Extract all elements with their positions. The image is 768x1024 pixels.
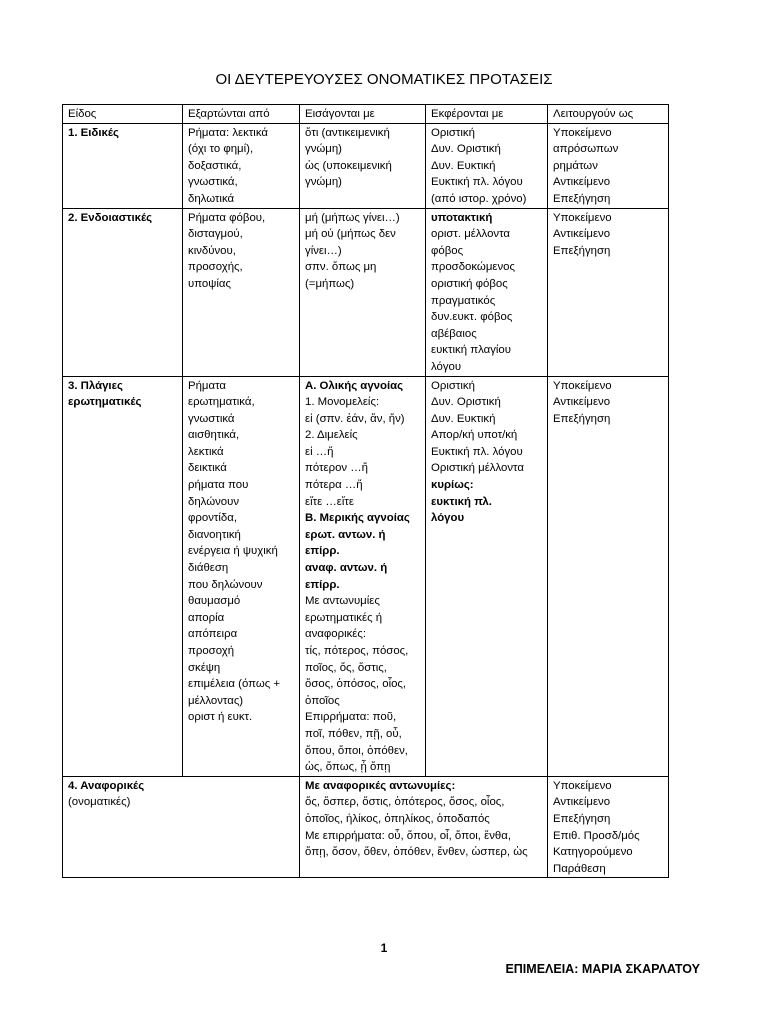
page-title: ΟΙ ΔΕΥΤΕΡΕΥΟΥΣΕΣ ΟΝΟΜΑΤΙΚΕΣ ΠΡΟΤΑΣΕΙΣ xyxy=(215,71,553,88)
cell-line: Δυν. Ευκτική xyxy=(431,159,496,172)
cell-line: οριστική φόβος xyxy=(431,277,508,290)
cell-line: ενέργεια ή ψυχική xyxy=(188,545,278,558)
cell-line: (=μήπως) xyxy=(305,277,355,290)
cell-line: 2. Διμελείς xyxy=(305,429,358,442)
cell-line: σπν. ὅπως μη xyxy=(305,261,377,274)
cell-line: λόγου xyxy=(431,360,462,373)
cell-line: λεκτικά xyxy=(188,445,224,458)
depends-cell xyxy=(183,208,300,376)
cell-line: (όχι το φημί), xyxy=(188,143,254,156)
depends-cell xyxy=(183,123,300,208)
cell-line: δισταγμού, xyxy=(188,228,243,241)
cell-line: επιμέλεια (όπως + xyxy=(188,678,281,691)
cell-line: Αντικείμενο xyxy=(553,228,611,241)
cell-line: Υποκείμενο xyxy=(553,126,612,139)
cell-line: ὁποῖος xyxy=(305,694,340,707)
table-row xyxy=(63,776,669,878)
kind-cell xyxy=(63,376,183,776)
cell-line: αβέβαιος xyxy=(431,327,477,340)
table-row xyxy=(63,208,669,376)
cell-line: διανοητική xyxy=(188,528,241,541)
cell-line: γνωστικά, xyxy=(188,176,238,189)
cell-line: θαυμασμό xyxy=(188,595,241,608)
cell-line: Κατηγορούμενο xyxy=(553,846,633,859)
function-cell xyxy=(548,376,669,776)
cell-line: ευκτική πλ. xyxy=(431,495,492,508)
cell-line: αναφ. αντων. ή xyxy=(305,562,388,575)
cell-line: ποῖ, πόθεν, πῇ, οὗ, xyxy=(305,727,402,740)
cell-line: Β. Μερικής αγνοίας xyxy=(305,512,410,525)
footer-editor: ΕΠΙΜΕΛΕΙΑ: ΜΑΡΙΑ ΣΚΑΡΛΑΤΟΥ xyxy=(505,962,700,976)
cell-line: Δυν. Οριστική xyxy=(431,396,501,409)
cell-line: δοξαστικά, xyxy=(188,159,242,172)
cell-line: απόπειρα xyxy=(188,628,238,641)
cell-line: διάθεση xyxy=(188,562,229,575)
expressed-cell xyxy=(426,208,548,376)
cell-line: Ρήματα xyxy=(188,379,227,392)
cell-line: πραγματικός xyxy=(431,294,496,307)
cell-line: γίνει…) xyxy=(305,244,342,257)
function-cell xyxy=(548,208,669,376)
cell-line: γνώμη) xyxy=(305,143,342,156)
cell-line: απορία xyxy=(188,611,225,624)
cell-line: ὡς, ὅπως, ᾗ ὅπῃ xyxy=(305,761,391,774)
cell-line: Παράθεση xyxy=(553,862,606,875)
kind-cell xyxy=(63,208,183,376)
cell-line: ερωτηματικά, xyxy=(188,396,255,409)
cell-line: ὅσος, ὁπόσος, οἷος, xyxy=(305,678,407,691)
cell-line: ρημάτων xyxy=(553,159,598,172)
cell-line: Οριστική xyxy=(431,126,475,139)
cell-line: ποῖος, ὅς, ὅστις, xyxy=(305,661,387,674)
cell-line: Με αναφορικές αντωνυμίες: xyxy=(305,779,456,792)
introduced-cell xyxy=(300,376,426,776)
cell-line: Επιρρήματα: ποῦ, xyxy=(305,711,397,724)
cell-line: Επεξήγηση xyxy=(553,812,611,825)
cell-line: τίς, πότερος, πόσος, xyxy=(305,645,409,657)
cell-line: προσοχή xyxy=(188,645,235,657)
cell-line: Αντικείμενο xyxy=(553,176,611,189)
cell-line: υποψίας xyxy=(188,277,231,290)
cell-line: 4. Αναφορικές xyxy=(68,779,145,792)
cell-line: κινδύνου, xyxy=(188,244,236,257)
cell-line: επίρρ. xyxy=(305,545,340,558)
cell-line: υποτακτική xyxy=(431,211,493,224)
table-row xyxy=(63,376,669,776)
cell-line: αισθητικά, xyxy=(188,429,240,442)
cell-line: ευκτική πλαγίου xyxy=(431,344,511,357)
cell-line: λόγου xyxy=(431,512,465,525)
table-header-row xyxy=(63,105,669,124)
depends-cell xyxy=(183,376,300,776)
cell-line: εἴτε …εἴτε xyxy=(305,495,354,508)
cell-line: οριστ ή ευκτ. xyxy=(188,711,253,724)
cell-line: Οριστική μέλλοντα xyxy=(431,462,524,475)
cell-line: εἰ …ἤ xyxy=(305,445,334,458)
cell-line: γνώμη) xyxy=(305,176,342,189)
cell-line: εἰ (σπν. ἐάν, ἄν, ἤν) xyxy=(305,412,405,425)
header-cell: Εξαρτώνται από xyxy=(183,105,300,124)
cell-line: Αντικείμενο xyxy=(553,796,611,809)
cell-line: 2. Ενδοιαστικές xyxy=(68,211,153,224)
cell-line: Απορ/κή υποτ/κή xyxy=(431,429,518,442)
cell-line: Υποκείμενο xyxy=(553,379,612,392)
cell-line: Δυν. Οριστική xyxy=(431,143,501,156)
clauses-table xyxy=(62,104,669,878)
cell-line: μή ού (μήπως δεν xyxy=(305,228,396,241)
cell-line: Ρήματα φόβου, xyxy=(188,211,266,224)
kind-cell xyxy=(63,776,300,878)
cell-line: προσδοκώμενος xyxy=(431,261,515,274)
cell-line: προσοχής, xyxy=(188,261,243,274)
cell-line: Α. Ολικής αγνοίας xyxy=(305,379,404,392)
cell-line: μή (μήπως γίνει…) xyxy=(305,211,400,224)
cell-line: πότερα …ἤ xyxy=(305,479,363,492)
cell-line: Με επιρρήματα: οὗ, ὅπου, οἷ, ὅποι, ἔνθα, xyxy=(305,829,511,842)
cell-line: 1. Ειδικές xyxy=(68,126,119,139)
cell-line: Επεξήγηση xyxy=(553,412,611,425)
cell-line: αναφορικές: xyxy=(305,628,367,641)
header-cell: Εισάγονται με xyxy=(300,105,426,124)
cell-line: 3. Πλάγιες xyxy=(68,379,123,392)
cell-line: (ονοματικές) xyxy=(68,796,131,809)
cell-line: Με αντωνυμίες xyxy=(305,595,380,608)
page-number: 1 xyxy=(380,941,388,955)
cell-line: που δηλώνουν xyxy=(188,578,263,591)
cell-line: δεικτικά xyxy=(188,462,227,475)
cell-line: ὅτι (αντικειμενική xyxy=(305,126,390,139)
cell-line: Υποκείμενο xyxy=(553,211,612,224)
cell-line: Οριστική xyxy=(431,379,475,392)
cell-line: ρήματα που xyxy=(188,479,249,492)
cell-line: γνωστικά xyxy=(188,412,235,425)
function-cell xyxy=(548,123,669,208)
cell-line: πότερον …ἤ xyxy=(305,462,369,475)
cell-line: 1. Μονομελείς: xyxy=(305,396,380,409)
header-cell: Λειτουργούν ως xyxy=(548,105,669,124)
cell-line: ὅπου, ὅποι, ὁπόθεν, xyxy=(305,744,408,757)
cell-line: (από ιστορ. χρόνο) xyxy=(431,192,527,205)
function-cell xyxy=(548,776,669,878)
cell-line: ερωτηματικές ή xyxy=(305,611,383,624)
header-cell: Είδος xyxy=(63,105,183,124)
cell-line: Επεξήγηση xyxy=(553,192,611,205)
cell-line: δηλωτικά xyxy=(188,192,235,205)
header-cell: Εκφέρονται με xyxy=(426,105,548,124)
cell-line: ερωτ. αντων. ή xyxy=(305,528,386,541)
cell-line: επίρρ. xyxy=(305,578,340,591)
cell-line: δηλώνουν xyxy=(188,495,240,508)
cell-line: Ρήματα: λεκτικά xyxy=(188,126,268,139)
cell-line: Επιθ. Προσδ/μός xyxy=(553,829,640,842)
expressed-cell xyxy=(426,123,548,208)
cell-line: Δυν. Ευκτική xyxy=(431,412,496,425)
introduced-cell xyxy=(300,776,548,878)
cell-line: απρόσωπων xyxy=(553,143,619,156)
cell-line: ὁποῖος, ἡλίκος, ὁπηλίκος, ὁποδαπός xyxy=(305,812,490,825)
table-row xyxy=(63,123,669,208)
cell-line: μέλλοντας) xyxy=(188,694,244,707)
cell-line: κυρίως: xyxy=(431,479,474,492)
kind-cell xyxy=(63,123,183,208)
cell-line: ὡς (υποκειμενική xyxy=(305,159,392,172)
cell-line: Ευκτική πλ. λόγου xyxy=(431,445,523,458)
introduced-cell xyxy=(300,208,426,376)
cell-line: Ευκτική πλ. λόγου xyxy=(431,176,523,189)
cell-line: Υποκείμενο xyxy=(553,779,612,792)
introduced-cell xyxy=(300,123,426,208)
cell-line: ερωτηματικές xyxy=(68,396,142,409)
cell-line: φόβος xyxy=(431,244,464,257)
cell-line: δυν.ευκτ. φόβος xyxy=(431,311,513,324)
cell-line: ὅς, ὅσπερ, ὅστις, ὁπότερος, ὅσος, οἷος, xyxy=(305,796,505,809)
cell-line: ὅπῃ, ὅσον, ὅθεν, ὁπόθεν, ἔνθεν, ὡσπερ, ὡς xyxy=(305,846,528,859)
cell-line: οριστ. μέλλοντα xyxy=(431,228,511,241)
cell-line: Επεξήγηση xyxy=(553,244,611,257)
cell-line: φροντίδα, xyxy=(188,512,238,525)
expressed-cell xyxy=(426,376,548,776)
cell-line: σκέψη xyxy=(188,661,221,674)
cell-line: Αντικείμενο xyxy=(553,396,611,409)
